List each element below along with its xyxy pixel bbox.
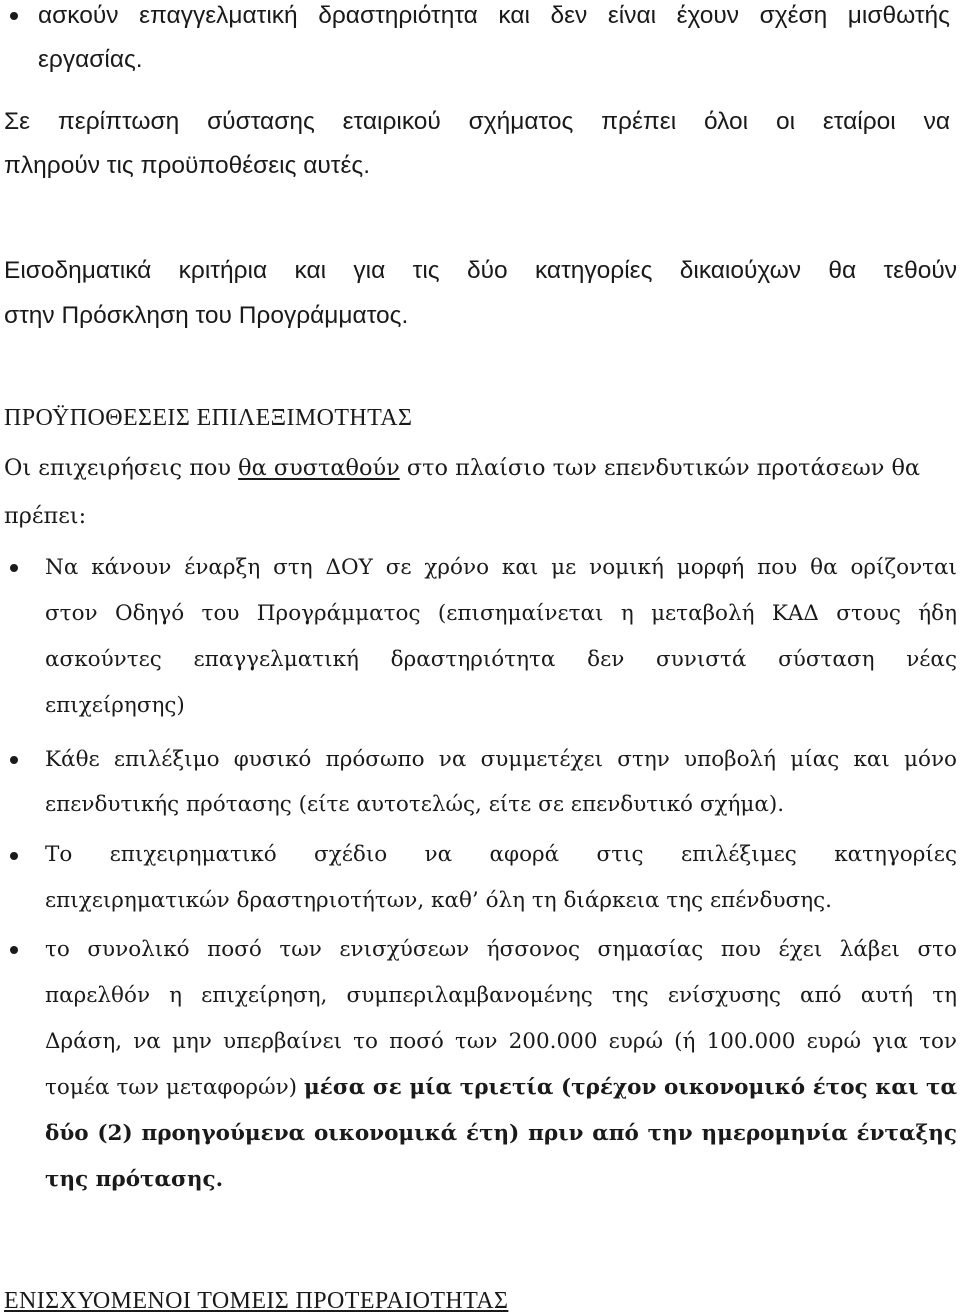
- partnership-line-1: Σε περίπτωση σύστασης εταιρικού σχήματος πρέπει όλοι οι εταίροι να: [4, 108, 950, 135]
- intro-text-after: στο πλαίσιο των επενδυτικών προτάσεων θα: [399, 455, 921, 481]
- bullet-icon: [10, 852, 18, 860]
- bullet-icon: [10, 564, 18, 572]
- intro-bullet-line-1: ασκούν επαγγελματική δραστηριότητα και δεν είναι έχουν σχέση μισθωτής: [38, 2, 950, 29]
- bullet-icon: [10, 12, 18, 20]
- item-4-line-1: το συνολικό ποσό των ενισχύσεων ήσσονος σημασίας που έχει λάβει στο: [45, 937, 957, 962]
- item-1-line-3: ασκούντες επαγγελματική δραστηριότητα δεν συνιστά σύσταση νέας: [45, 647, 957, 672]
- item-1-line-2: στον Οδηγό του Προγράμματος (επισημαίνεται η μεταβολή ΚΑΔ στους ήδη: [45, 601, 957, 626]
- item-4-line-5: δύο (2) προηγούμενα οικονομικά έτη) πριν από την ημερομηνία ένταξης: [45, 1121, 957, 1146]
- item-4-line-2: παρελθόν η επιχείρηση, συμπεριλαμβανομένης της ενίσχυσης από αυτή τη: [45, 983, 957, 1008]
- intro-bullet-line-2: εργασίας.: [38, 46, 143, 73]
- intro-text-before: Οι επιχειρήσεις που: [4, 455, 239, 481]
- eligibility-heading: ΠΡΟΫΠΟΘΕΣΕΙΣ ΕΠΙΛΕΞΙΜΟΤΗΤΑΣ: [4, 405, 413, 431]
- partnership-line-2: πληρούν τις προϋποθέσεις αυτές.: [4, 152, 371, 179]
- item-3-line-1: Το επιχειρηματικό σχέδιο να αφορά στις επιλέξιμες κατηγορίες: [45, 842, 957, 867]
- item-4-line-4: [45, 1074, 957, 1102]
- item-4-line-3: Δράση, να μην υπερβαίνει το ποσό των 200.000 ευρώ (ή 100.000 ευρώ για τον: [45, 1029, 957, 1054]
- income-line-1: Εισοδηματικά κριτήρια και για τις δύο κατηγορίες δικαιούχων θα τεθούν: [4, 257, 957, 284]
- eligibility-intro-line-2: πρέπει:: [4, 503, 87, 529]
- bullet-icon: [10, 756, 18, 764]
- item-2-line-2: επενδυτικής πρότασης (είτε αυτοτελώς, είτε σε επενδυτικό σχήμα).: [45, 792, 785, 817]
- item-3-line-2: επιχειρηματικών δραστηριοτήτων, καθ’ όλη τη διάρκεια της επένδυσης.: [45, 888, 832, 913]
- item-1-line-1: Να κάνουν έναρξη στη ΔΟΥ σε χρόνο και με νομική μορφή που θα ορίζονται: [45, 555, 957, 580]
- eligibility-intro-line-1: [4, 454, 920, 482]
- item-1-line-4: επιχείρησης): [45, 693, 185, 718]
- income-line-2: στην Πρόσκληση του Προγράμματος.: [4, 302, 409, 329]
- item-4-line-4-normal: τομέα των μεταφορών): [45, 1075, 305, 1100]
- item-2-line-1: Κάθε επιλέξιμο φυσικό πρόσωπο να συμμετέχει στην υποβολή μίας και μόνο: [45, 747, 957, 772]
- item-4-line-6: της πρότασης.: [45, 1167, 224, 1192]
- sectors-heading: ΕΝΙΣΧΥΟΜΕΝΟΙ ΤΟΜΕΙΣ ΠΡΟΤΕΡΑΙΟΤΗΤΑΣ: [4, 1288, 509, 1314]
- bullet-icon: [10, 946, 18, 954]
- item-4-line-4-bold: μέσα σε μία τριετία (τρέχον οικονομικό έτος και τα: [304, 1075, 957, 1100]
- intro-text-underlined: θα συσταθούν: [238, 455, 400, 481]
